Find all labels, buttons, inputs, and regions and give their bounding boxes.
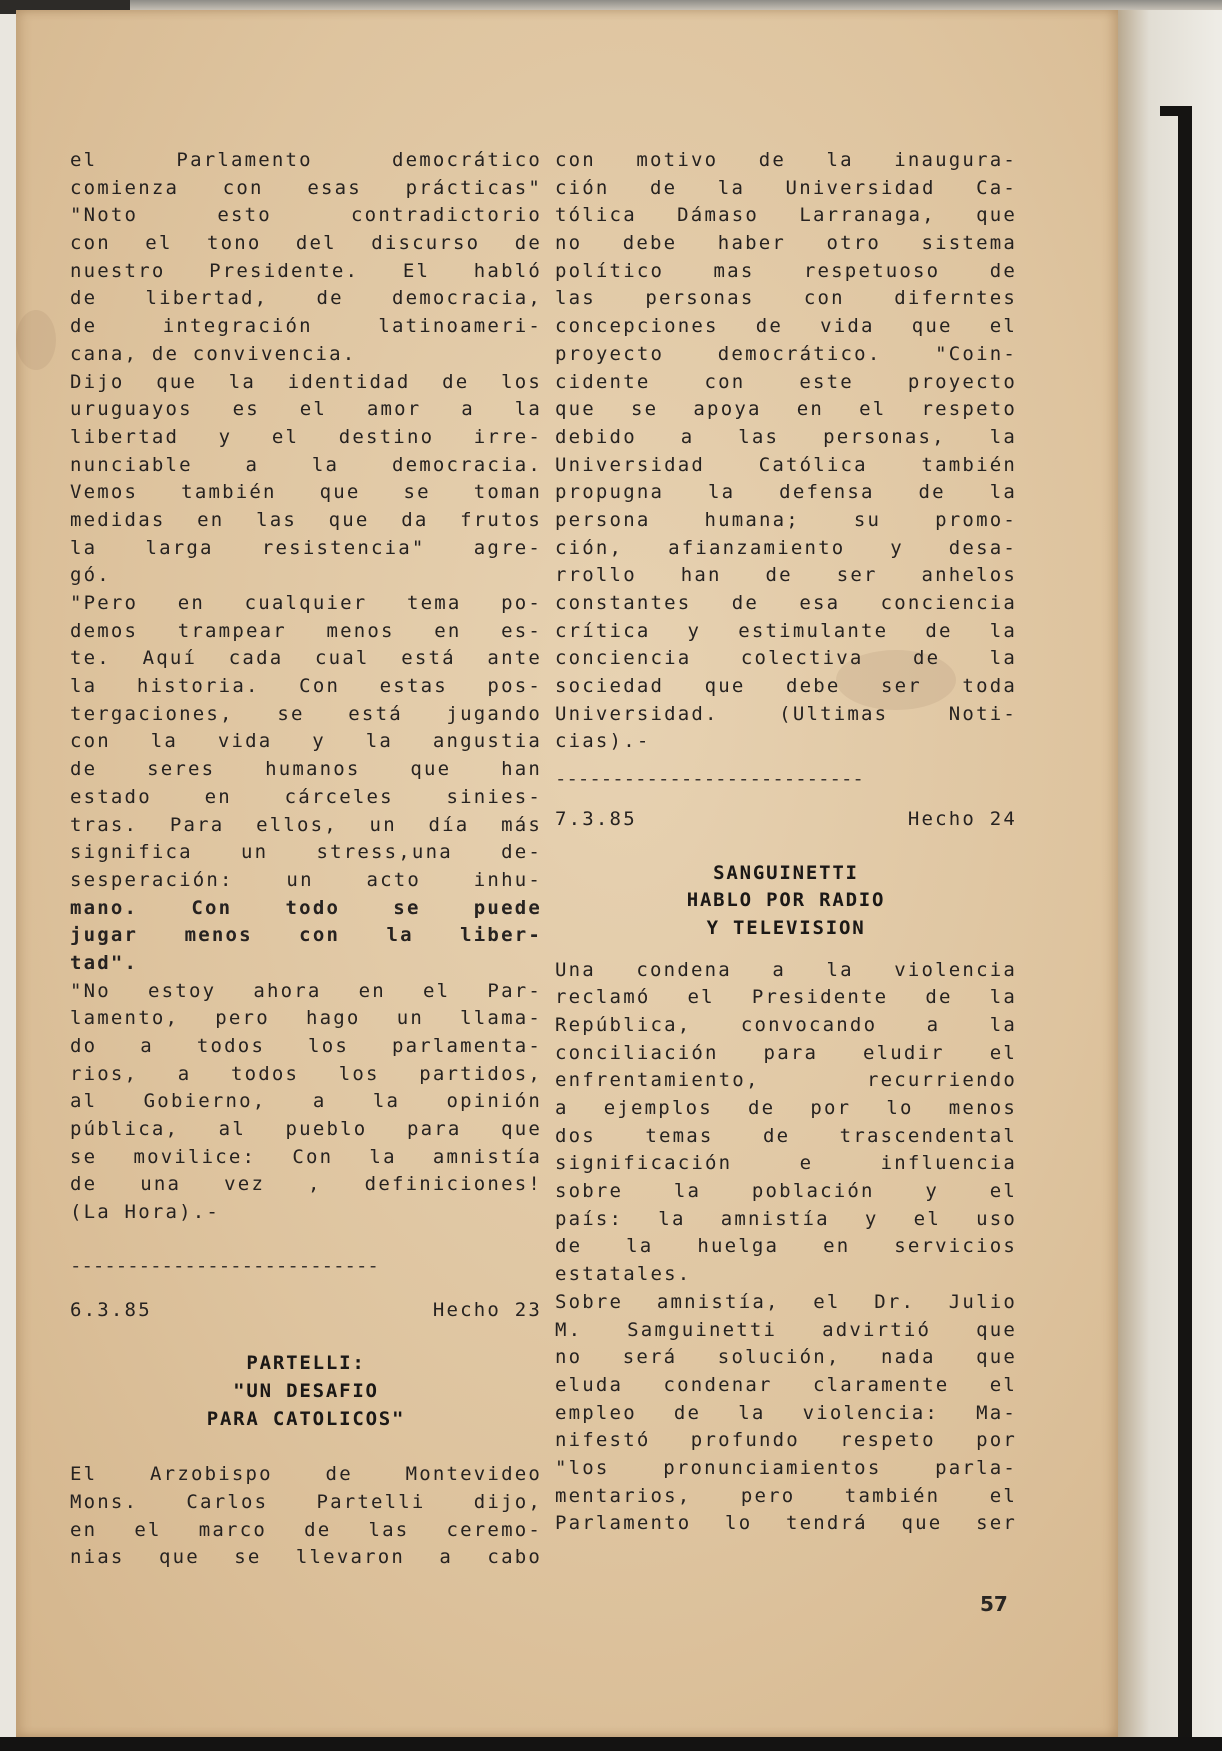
text-line: Parlamento lo tendrá que ser	[555, 1512, 1017, 1535]
text-line: nias que se llevaron a cabo	[70, 1546, 542, 1569]
text-line: Universidad. (Ultimas Noti-	[555, 702, 1017, 725]
text-line: eluda condenar claramente el	[555, 1373, 1017, 1396]
text-line: de una vez , definiciones!	[70, 1173, 542, 1196]
headline-line: PARTELLI:	[246, 1352, 366, 1375]
entry-fact-number: Hecho 23	[432, 1298, 542, 1321]
text-line: cidente con este proyecto	[555, 370, 1017, 393]
left-text-block-2	[70, 978, 542, 1227]
headline-line: "UN DESAFIO	[233, 1379, 379, 1402]
text-line: República, convocando a la	[555, 1013, 1017, 1036]
text-line: Vemos también que se toman	[70, 481, 542, 504]
entry-header	[70, 1297, 542, 1325]
headline-sanguinetti	[555, 860, 1017, 943]
text-line: Universidad Católica también	[555, 453, 1017, 476]
text-line: Sobre amnistía, el Dr. Julio	[555, 1290, 1017, 1313]
text-line: sesperación: un acto inhu-	[70, 868, 542, 891]
entry-date: 7.3.85	[555, 807, 637, 830]
text-line: lamento, pero hago un llama-	[70, 1007, 542, 1030]
text-line: en el marco de las ceremo-	[70, 1518, 542, 1541]
right-column	[555, 147, 1017, 1538]
text-line: libertad y el destino irre-	[70, 425, 542, 448]
left-text-block-1	[70, 147, 542, 895]
section-divider: ---------------------------	[70, 1254, 379, 1277]
adjacent-page-edge	[1118, 10, 1222, 1737]
text-line: crítica y estimulante de la	[555, 619, 1017, 642]
headline-line: Y TELEVISION	[706, 916, 866, 939]
text-line: al Gobierno, a la opinión	[70, 1090, 542, 1113]
entry-date: 6.3.85	[70, 1298, 152, 1321]
text-line: de seres humanos que han	[70, 758, 542, 781]
text-line: sobre la población y el	[555, 1180, 1017, 1203]
text-line: uruguayos es el amor a la	[70, 398, 542, 421]
right-text-block-2	[555, 957, 1017, 1538]
binding-edge	[1178, 108, 1192, 1737]
text-line: proyecto democrático. "Coin-	[555, 342, 1017, 365]
text-line: de libertad, de democracia,	[70, 287, 542, 310]
text-line: demos trampear menos en es-	[70, 619, 542, 642]
left-text-block-3	[70, 1461, 542, 1572]
text-line: no será solución, nada que	[555, 1346, 1017, 1369]
headline-partelli	[70, 1350, 542, 1433]
headline-line: HABLO POR RADIO	[686, 889, 886, 912]
text-line: nuestro Presidente. El habló	[70, 259, 542, 282]
text-line: tad".	[70, 951, 139, 974]
text-line: Una condena a la violencia	[555, 958, 1017, 981]
text-line: do a todos los parlamenta-	[70, 1035, 542, 1057]
left-column	[70, 147, 542, 1572]
text-line: (La Hora).-	[70, 1201, 221, 1224]
section-divider: ---------------------------	[555, 768, 864, 791]
text-line: rios, a todos los partidos,	[70, 1062, 542, 1085]
text-line: mentarios, pero también el	[555, 1484, 1017, 1507]
text-line: comienza con esas prácticas"	[70, 176, 542, 199]
text-line: reclamó el Presidente de la	[555, 986, 1017, 1009]
text-line: a ejemplos de por lo menos	[555, 1097, 1017, 1119]
text-line: con motivo de la inaugura-	[555, 149, 1017, 171]
entry-fact-number: Hecho 24	[907, 807, 1017, 830]
text-line: M. Samguinetti advirtió que	[555, 1318, 1017, 1341]
text-line: el Parlamento democrático	[70, 149, 542, 171]
text-line: con el tono del discurso de	[70, 232, 542, 255]
right-text-block-1	[555, 147, 1017, 756]
text-line: debido a las personas, la	[555, 425, 1017, 448]
text-line: concepciones de vida que el	[555, 315, 1017, 338]
text-line: medidas en las que da frutos	[70, 508, 542, 531]
text-line: gó.	[70, 564, 111, 587]
text-line: cias).-	[555, 730, 651, 753]
text-line: "Noto esto contradictorio	[70, 204, 542, 227]
text-line: rrollo han de ser anhelos	[555, 564, 1017, 587]
text-line: te. Aquí cada cual está ante	[70, 647, 542, 670]
text-line: con la vida y la angustia	[70, 730, 542, 753]
text-line: pública, al pueblo para que	[70, 1118, 542, 1141]
text-line: jugar menos con la liber-	[70, 924, 542, 947]
text-line: Dijo que la identidad de los	[70, 370, 542, 393]
text-line: conciencia colectiva de la	[555, 647, 1017, 670]
text-line: que se apoya en el respeto	[555, 398, 1017, 421]
text-line: constantes de esa conciencia	[555, 592, 1017, 614]
text-line: "No estoy ahora en el Par-	[70, 979, 542, 1002]
headline-line: PARA CATOLICOS"	[206, 1407, 406, 1430]
text-line: país: la amnistía y el uso	[555, 1207, 1017, 1230]
page-number: 57	[980, 1592, 1008, 1616]
scan-bottom-edge	[0, 1737, 1222, 1751]
text-line: significación e influencia	[555, 1152, 1017, 1175]
text-line: persona humana; su promo-	[555, 508, 1017, 531]
text-line: ción de la Universidad Ca-	[555, 176, 1017, 199]
text-line: mano. Con todo se puede	[70, 896, 542, 919]
text-line: sociedad que debe ser toda	[555, 675, 1017, 698]
entry-header	[555, 806, 1017, 834]
text-line: El Arzobispo de Montevideo	[70, 1463, 542, 1486]
text-line: estatales.	[555, 1263, 692, 1286]
text-line: dos temas de trascendental	[555, 1124, 1017, 1147]
text-line: propugna la defensa de la	[555, 481, 1017, 504]
text-line: tólica Dámaso Larranaga, que	[555, 204, 1017, 227]
text-line: empleo de la violencia: Ma-	[555, 1401, 1017, 1424]
text-line: nifestó profundo respeto por	[555, 1429, 1017, 1452]
text-line: la larga resistencia" agre-	[70, 536, 542, 559]
text-line: tras. Para ellos, un día más	[70, 813, 542, 836]
text-line: enfrentamiento, recurriendo	[555, 1069, 1017, 1092]
text-line: estado en cárceles sinies-	[70, 785, 542, 808]
text-line: se movilice: Con la amnistía	[70, 1145, 542, 1168]
text-line: Mons. Carlos Partelli dijo,	[70, 1490, 542, 1513]
stain	[16, 310, 56, 370]
text-line: de integración latinoameri-	[70, 315, 542, 338]
text-line: tergaciones, se está jugando	[70, 702, 542, 725]
left-text-block-bold	[70, 895, 542, 978]
text-line: significa un stress,una de-	[70, 841, 542, 864]
text-line: "los pronunciamientos parla-	[555, 1456, 1017, 1479]
text-line: la historia. Con estas pos-	[70, 675, 542, 698]
text-line: las personas con diferntes	[555, 287, 1017, 310]
text-line: nunciable a la democracia.	[70, 453, 542, 476]
text-line: político mas respetuoso de	[555, 259, 1017, 282]
text-line: conciliación para eludir el	[555, 1041, 1017, 1064]
text-line: no debe haber otro sistema	[555, 232, 1017, 255]
text-line: cana, de convivencia.	[70, 342, 357, 365]
text-line: de la huelga en servicios	[555, 1235, 1017, 1258]
headline-line: SANGUINETTI	[713, 861, 859, 884]
text-line: "Pero en cualquier tema po-	[70, 592, 542, 614]
text-line: ción, afianzamiento y desa-	[555, 536, 1017, 559]
